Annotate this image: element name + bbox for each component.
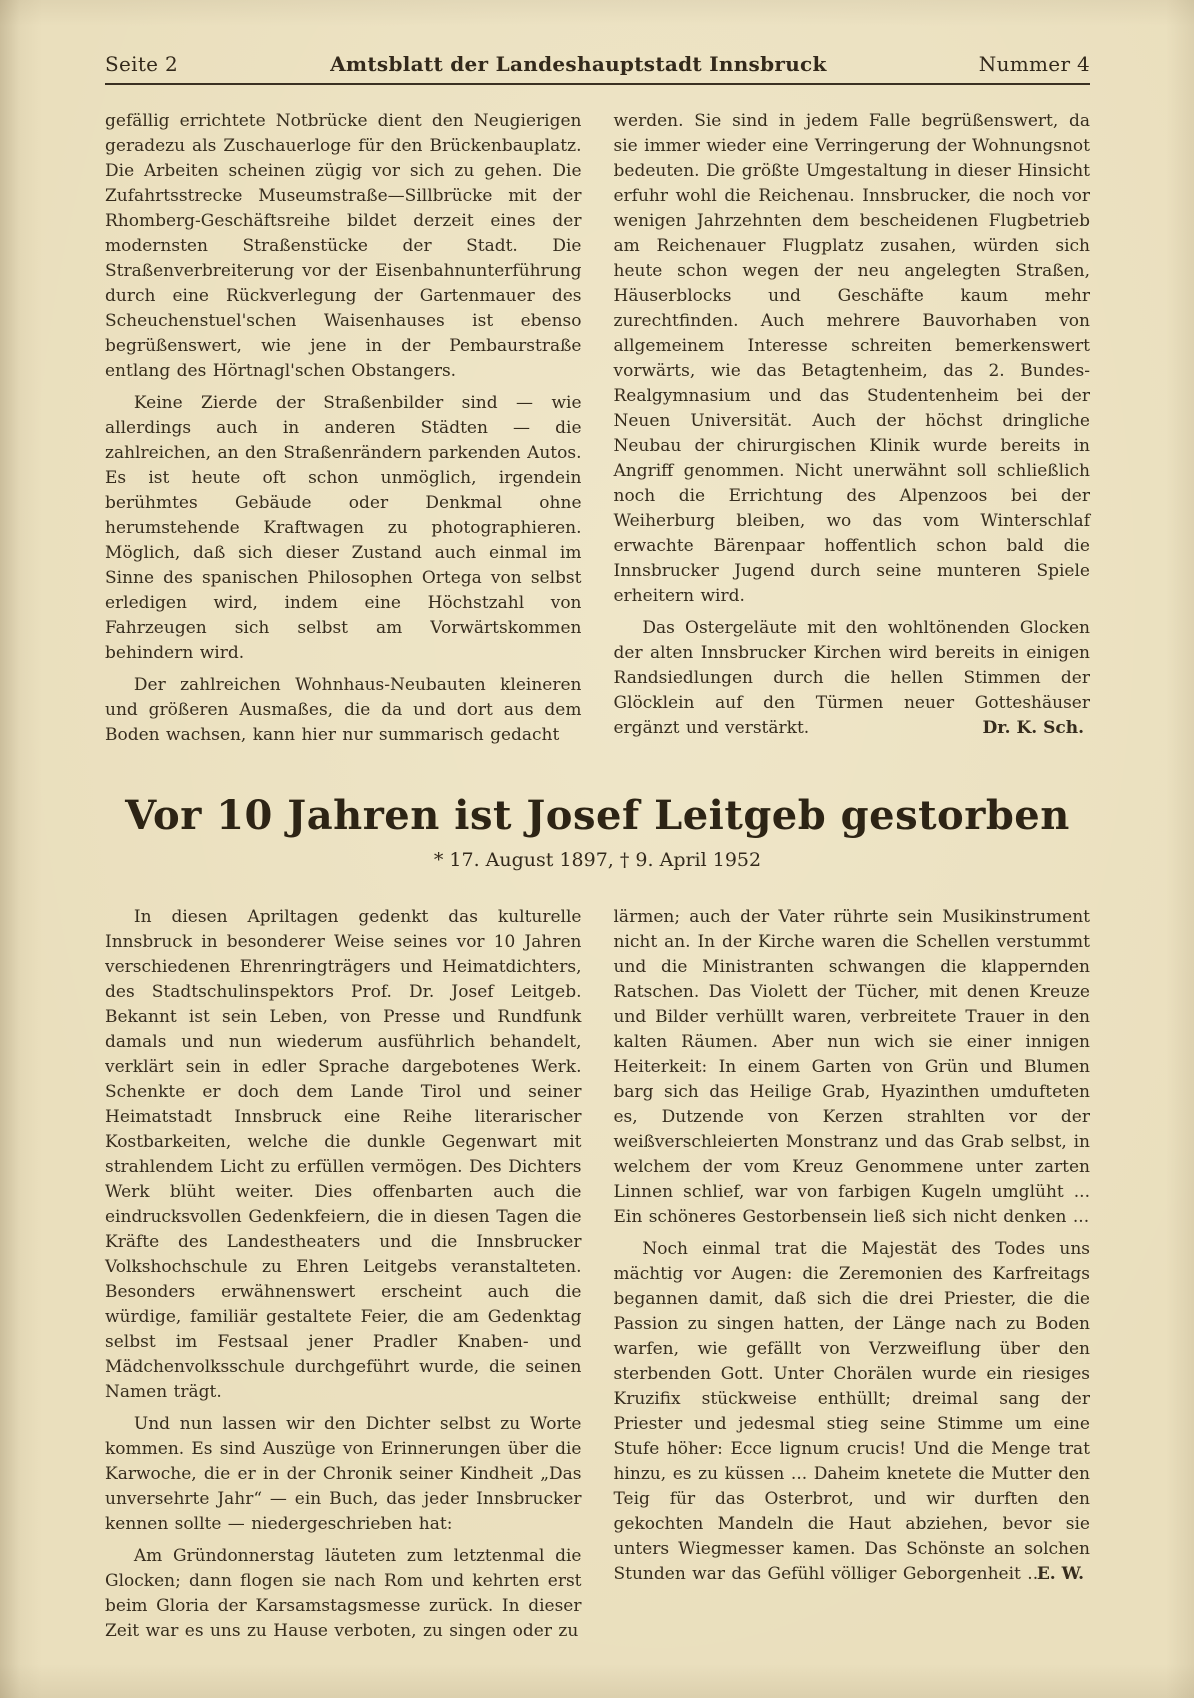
article-title: Vor 10 Jahren ist Josef Leitgeb gestorben	[125, 792, 1070, 839]
author-initials-city-report: Dr. K. Sch.	[982, 718, 1084, 738]
paragraph-leitgeb-quote-intro: Und nun lassen wir den Dichter selbst zu Worte kommen. Es sind Auszüge von Erinnerungen über die Karwoche, die er in der Chronik seiner Kindheit „Das unversehrte Jahr“ — ein Buch, das jeder Innsbrucker kennen sollte — niedergeschrieben hat:	[105, 1414, 582, 1534]
paragraph-housing-intro: Der zahlreichen Wohnhaus-Neubauten kleineren und größeren Ausmaßes, die da und dort aus dem Boden wachsen, kann hier nur summarisch gedacht	[105, 675, 582, 745]
section-leitgeb-article	[105, 905, 1090, 1644]
author-initials-article: E. W.	[1036, 1564, 1084, 1584]
paragraph-good-friday: Noch einmal trat die Majestät des Todes uns mächtig vor Augen: die Zeremonien des Karfreitags begannen damit, daß sich die drei Priester, die die Passion zu singen hatten, der Länge nach zu Boden warfen, wie gefällt von Verzweiflung über den sterbenden Gott. Unter Chorälen wurde ein riesiges Kruzifix stückweise enthüllt; dreimal sang der Priester und jedesmal stieg seine Stimme um eine Stufe höher: Ecce lignum crucis! Und die Menge trat hinzu, es zu küssen ... Daheim knetete die Mutter den Teig für das Osterbrot, und wir durften den gekochten Mandeln die Haut abziehen, bevor sie unters Wiegmesser kamen. Das Schönste an solchen Stunden war das Gefühl völliger Geborgenheit ...	[613, 1239, 1090, 1584]
page-number: Seite 2	[105, 52, 178, 76]
paragraph-maundy-thursday: Am Gründonnerstag läuteten zum letztenmal die Glocken; dann flogen sie nach Rom und kehrten erst beim Gloria der Karsamstagsmesse zurück. In dieser Zeit war es uns zu Hause verboten, zu singen oder zu	[105, 1546, 582, 1641]
paragraph-holy-week-continued: lärmen; auch der Vater rührte sein Musikinstrument nicht an. In der Kirche waren die Schellen verstummt und die Ministranten schwangen die klappernden Ratschen. Das Violett der Tücher, mit denen Kreuze und Bilder verhüllt waren, verbreitete Trauer in den kalten Räumen. Aber nun wich sie einer innigen Heiterkeit: In einem Garten von Grün und Blumen barg sich das Heilige Grab, Hyazinthen umdufteten es, Dutzende von Kerzen strahlten vor der weißverschleierten Monstranz und das Grab selbst, in welchem der vom Kreuz Genommene unter zarten Linnen schlief, war von farbigen Kugeln umglüht ... Ein schöneres Gestorbensein ließ sich nicht denken ...	[613, 907, 1090, 1227]
column-right	[614, 109, 1091, 748]
paragraph-easter-bells: Das Ostergeläute mit den wohltönenden Glocken der alten Innsbrucker Kirchen wird bereits in einigen Randsiedlungen durch die hellen Stimmen der Glöcklein auf den Türmen neuer Gotteshäuser ergänzt und verstärkt.	[613, 618, 1090, 738]
header-rule	[105, 83, 1090, 85]
page-header	[105, 52, 1090, 76]
article-life-dates: * 17. August 1897, † 9. April 1952	[433, 849, 762, 871]
paragraph-parked-cars: Keine Zierde der Straßenbilder sind — wie allerdings auch in anderen Städten — die zahlreichen, an den Straßenrändern parkenden Autos. Es ist heute oft schon unmöglich, irgendein berühmtes Gebäude oder Denkmal ohne herumstehende Kraftwagen zu photographieren. Möglich, daß sich dieser Zustand auch einmal im Sinne des spanischen Philosophen Ortega von selbst erledigen wird, indem eine Höchstzahl von Fahrzeugen sich selbst am Vorwärtskommen behindern wird.	[105, 393, 582, 663]
column-left	[105, 905, 582, 1644]
paragraph-bridge-report: gefällig errichtete Notbrücke dient den Neugierigen geradezu als Zuschauerloge für den Brückenbauplatz. Die Arbeiten scheinen zügig vor sich zu gehen. Die Zufahrtsstrecke Museumstraße—Sillbrücke mit der Rhomberg-Geschäftsreihe bildet derzeit eines der modernsten Straßenstücke der Stadt. Die Straßenverbreiterung vor der Eisenbahnunterführung durch eine Rückverlegung der Gartenmauer des Scheuchenstuel'schen Waisenhauses ist ebenso begrüßenswert, wie jene in der Pembaurstraße entlang des Hörtnagl'schen Obstangers.	[105, 111, 582, 381]
paragraph-leitgeb-memorial: In diesen Apriltagen gedenkt das kulturelle Innsbruck in besonderer Weise seines vor 10 Jahren verschiedenen Ehrenringträgers und Heimatdichters, des Stadtschulinspektors Prof. Dr. Josef Leitgeb. Bekannt ist sein Leben, von Presse und Rundfunk damals und nun wiederum ausführlich behandelt, verklärt sein in edler Sprache dargebotenes Werk. Schenkte er doch dem Lande Tirol und seiner Heimatstadt Innsbruck eine Reihe literarischer Kostbarkeiten, welche die dunkle Gegenwart mit strahlendem Licht zu erfüllen vermögen. Des Dichters Werk blüht weiter. Dies offenbarten auch die eindrucksvollen Gedenkfeiern, die in diesen Tagen die Kräfte des Landestheaters und die Innsbrucker Volkshochschule zu Ehren Leitgebs veranstalteten. Besonders erwähnenswert erscheint auch die würdige, familiär gestaltete Feier, die am Gedenktag selbst im Festsaal jener Pradler Knaben- und Mädchenvolksschule durchgeführt wurde, die seinen Namen trägt.	[105, 907, 582, 1402]
issue-number: Nummer 4	[978, 52, 1090, 76]
article-header	[105, 792, 1090, 871]
column-right	[614, 905, 1091, 1644]
masthead-title: Amtsblatt der Landeshauptstadt Innsbruck	[330, 52, 827, 76]
section-city-report	[105, 109, 1090, 748]
column-left	[105, 109, 582, 748]
paragraph-housing-continued: werden. Sie sind in jedem Falle begrüßenswert, da sie immer wieder eine Verringerung der Wohnungsnot bedeuten. Die größte Umgestaltung in dieser Hinsicht erfuhr wohl die Reichenau. Innsbrucker, die noch vor wenigen Jahrzehnten dem bescheidenen Flugbetrieb am Reichenauer Flugplatz zusahen, würden sich heute schon wegen der neu angelegten Straßen, Häuserblocks und Geschäfte kaum mehr zurechtfinden. Auch mehrere Bauvorhaben von allgemeinem Interesse schreiten bemerkenswert vorwärts, wie das Betagtenheim, das 2. Bundes-Realgymnasium und das Studentenheim bei der Neuen Universität. Auch der höchst dringliche Neubau der chirurgischen Klinik wurde bereits in Angriff genommen. Nicht unerwähnt soll schließlich noch die Errichtung des Alpenzoos bei der Weiherburg bleiben, wo das vom Winterschlaf erwachte Bärenpaar hoffentlich schon bald die Innsbrucker Jugend durch seine munteren Spiele erheitern wird.	[613, 111, 1090, 606]
